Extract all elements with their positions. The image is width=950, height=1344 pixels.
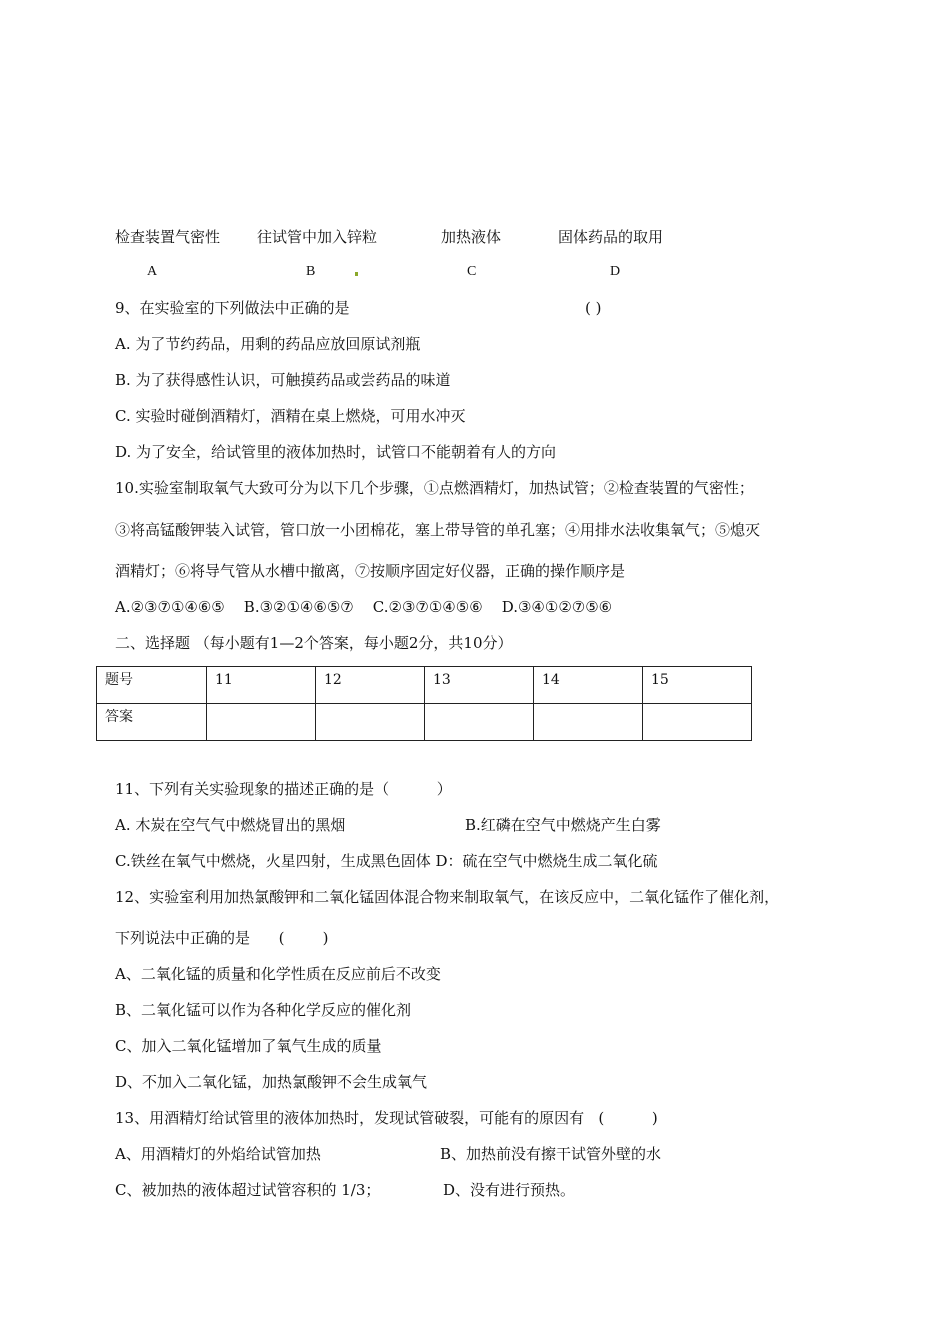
table-cell: 11 <box>207 667 316 704</box>
q12-line-2: 下列说法中正确的是 ( ) <box>115 929 329 947</box>
q11-option-b: B.红磷在空气中燃烧产生白雾 <box>465 816 661 834</box>
caption-a: 检查装置气密性 <box>115 228 221 246</box>
q11-option-a: A. 木炭在空气气中燃烧冒出的黑烟 <box>115 816 346 834</box>
q9-option-c: C. 实验时碰倒酒精灯，酒精在桌上燃烧，可用水冲灭 <box>115 407 466 425</box>
table-row <box>97 667 752 704</box>
q12-option-a: A、二氧化锰的质量和化学性质在反应前后不改变 <box>115 965 441 983</box>
table-header-cell: 题号 <box>97 667 207 704</box>
table-cell: 14 <box>534 667 643 704</box>
answer-cell[interactable] <box>207 704 316 741</box>
q9-option-d: D. 为了安全，给试管里的液体加热时，试管口不能朝着有人的方向 <box>115 443 557 461</box>
q10-line-1: 10.实验室制取氧气大致可分为以下几个步骤，①点燃酒精灯，加热试管；②检查装置的气密性； <box>115 479 754 497</box>
q10-line-2: ③将高锰酸钾装入试管，管口放一小团棉花，塞上带导管的单孔塞；④用排水法收集氧气；⑤熄灭 <box>115 521 761 539</box>
table-cell: 12 <box>316 667 425 704</box>
q13-option-b: B、加热前没有擦干试管外壁的水 <box>440 1145 662 1163</box>
table-header-cell: 答案 <box>97 704 207 741</box>
answer-cell[interactable] <box>316 704 425 741</box>
q13-option-c: C、被加热的液体超过试管容积的 1/3； <box>115 1181 381 1199</box>
q12-option-d: D、不加入二氧化锰，加热氯酸钾不会生成氧气 <box>115 1073 428 1091</box>
q9-option-b: B. 为了获得感性认识，可触摸药品或尝药品的味道 <box>115 371 451 389</box>
q12-option-b: B、二氧化锰可以作为各种化学反应的催化剂 <box>115 1001 412 1019</box>
caption-letter-b: B <box>306 264 316 279</box>
q13-stem: 13、用酒精灯给试管里的液体加热时，发现试管破裂，可能有的原因有 ( ) <box>115 1109 658 1127</box>
table-row <box>97 704 752 741</box>
q9-paren: ( ) <box>585 299 602 317</box>
caption-b: 往试管中加入锌粒 <box>257 228 378 246</box>
caption-letter-d: D <box>610 264 621 279</box>
q12-option-c: C、加入二氧化锰增加了氧气生成的质量 <box>115 1037 382 1055</box>
answer-table <box>96 666 752 741</box>
q11-stem: 11、下列有关实验现象的描述正确的是（ ） <box>115 780 452 798</box>
answer-cell[interactable] <box>534 704 643 741</box>
q10-line-3: 酒精灯；⑥将导气管从水槽中撤离，⑦按顺序固定好仪器，正确的操作顺序是 <box>115 562 626 580</box>
caption-letter-a: A <box>147 264 158 279</box>
q11-options-cd: C.铁丝在氧气中燃烧，火星四射，生成黑色固体 D：硫在空气中燃烧生成二氧化硫 <box>115 852 658 870</box>
answer-cell[interactable] <box>425 704 534 741</box>
q12-line-1: 12、实验室利用加热氯酸钾和二氧化锰固体混合物来制取氧气，在该反应中，二氧化锰作了催化剂， <box>115 888 780 906</box>
caption-letter-c: C <box>467 264 477 279</box>
q9-stem: 9、在实验室的下列做法中正确的是 <box>115 299 350 317</box>
stray-mark <box>355 272 358 276</box>
q10-options: A.②③⑦①④⑥⑤ B.③②①④⑥⑤⑦ C.②③⑦①④⑤⑥ D.③④①②⑦⑤⑥ <box>115 598 613 616</box>
section-2-heading: 二、选择题 （每小题有1—2个答案，每小题2分，共10分） <box>115 634 513 652</box>
q13-option-a: A、用酒精灯的外焰给试管加热 <box>115 1145 321 1163</box>
q13-option-d: D、没有进行预热。 <box>443 1181 576 1199</box>
table-cell: 13 <box>425 667 534 704</box>
q9-option-a: A. 为了节约药品，用剩的药品应放回原试剂瓶 <box>115 335 421 353</box>
caption-c: 加热液体 <box>441 228 502 246</box>
table-cell: 15 <box>643 667 752 704</box>
caption-d: 固体药品的取用 <box>558 228 664 246</box>
answer-cell[interactable] <box>643 704 752 741</box>
